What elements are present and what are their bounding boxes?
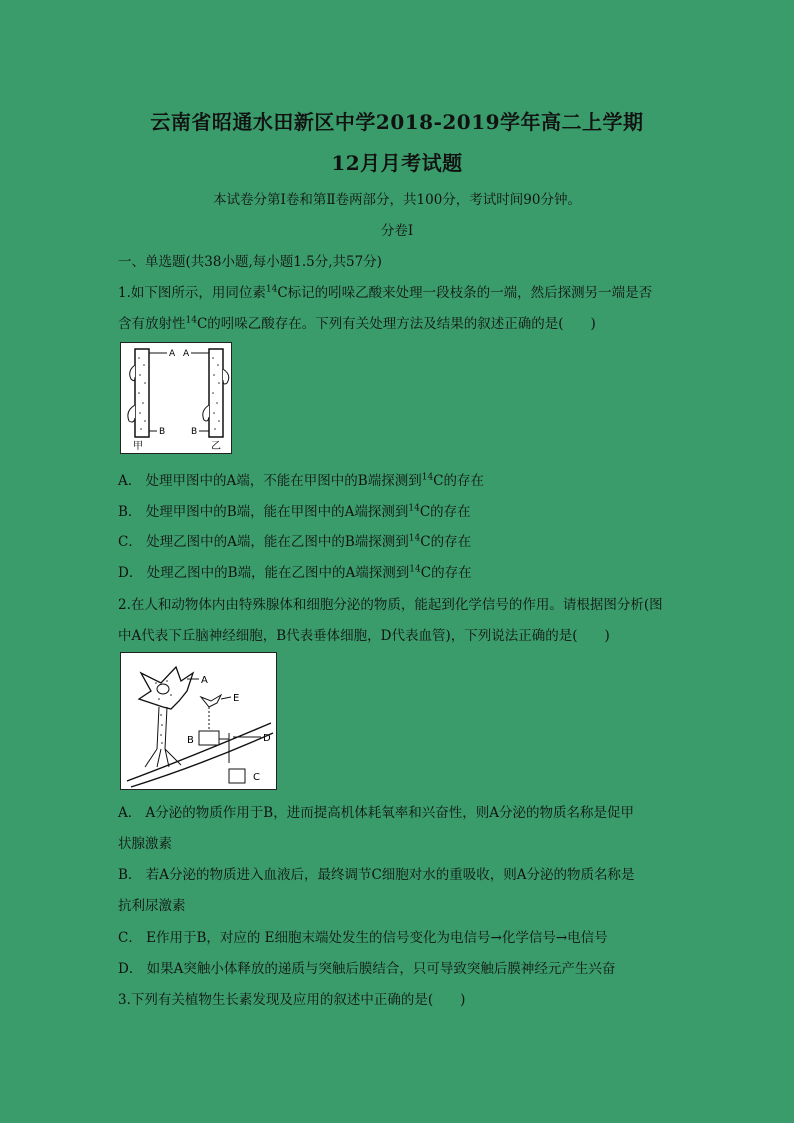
label-jia: 甲 — [133, 441, 143, 452]
neuron-a-body — [139, 667, 193, 709]
axon-terminals — [145, 749, 181, 767]
q3-stem: 3.下列有关植物生长素发现及应用的叙述中正确的是( ) — [118, 992, 466, 1008]
option-tail: C的存在 — [419, 504, 471, 520]
neuron-e — [201, 695, 221, 707]
pointer-e — [221, 697, 231, 699]
q1-figure — [120, 342, 232, 454]
q2-option-a-line2: 状腺激素 — [118, 836, 172, 852]
option-tail: C的存在 — [420, 565, 472, 581]
label-e: E — [233, 693, 240, 704]
bud-jia-top — [130, 365, 135, 381]
option-tail: C的存在 — [420, 534, 472, 550]
option-superscript: 14 — [409, 564, 421, 575]
label-c: C — [253, 772, 260, 783]
q2-option-b-line2: 抗利尿激素 — [118, 898, 186, 914]
bud-yi-bottom — [203, 405, 209, 421]
q1-option-a — [118, 469, 484, 489]
q1-stem-line2 — [118, 312, 596, 332]
q1-option-d — [118, 561, 472, 581]
q2-option-d: D． 如果A突触小体释放的递质与突触后膜结合，只可导致突触后膜神经元产生兴奋 — [118, 961, 616, 977]
q2-option-a-line1: A． A分泌的物质作用于B，进而提高机体耗氧率和兴奋性，则A分泌的物质名称是促甲 — [118, 805, 634, 821]
option-text: A． 处理甲图中的A端，不能在甲图中的B端探测到 — [118, 473, 422, 489]
bud-jia-bottom — [128, 405, 135, 422]
label-a-yi: A — [183, 349, 190, 359]
option-text: C． 处理乙图中的A端，能在乙图中的B端探测到 — [118, 534, 409, 550]
exam-title-line1: 云南省昭通水田新区中学2018-2019学年高二上学期 — [150, 110, 644, 134]
option-tail: C的存在 — [433, 473, 485, 489]
q2-stem-line2: 中A代表下丘脑神经细胞，B代表垂体细胞，D代表血管)，下列说法正确的是( ) — [118, 628, 610, 644]
q1-stem-part: 1.如下图所示，用同位素 — [118, 285, 266, 301]
label-d: D — [263, 733, 271, 744]
q2-stem-line1: 2.在人和动物体内由特殊腺体和细胞分泌的物质，能起到化学信号的作用。请根据图分析(图 — [118, 597, 663, 613]
q1-superscript: 14 — [185, 315, 197, 326]
q1-stem-part: C的吲哚乙酸存在。下列有关处理方法及结果的叙述正确的是( ) — [196, 316, 596, 332]
q2-neuroendocrine-diagram — [121, 653, 276, 789]
branch-jia — [135, 349, 149, 437]
bud-yi-top — [223, 369, 229, 384]
q1-stem-line1 — [118, 281, 652, 301]
label-b-yi: B — [191, 427, 198, 437]
q2-figure — [120, 652, 277, 790]
axon-dots — [160, 714, 163, 744]
option-superscript: 14 — [408, 503, 420, 514]
option-text: B． 处理甲图中的B端，能在甲图中的A端探测到 — [118, 504, 409, 520]
part-label: 分卷I — [380, 223, 414, 239]
label-yi: 乙 — [211, 441, 221, 452]
label-b-jia: B — [159, 427, 166, 437]
label-b: B — [187, 735, 194, 746]
option-superscript: 14 — [421, 472, 434, 483]
q2-option-b-line1: B． 若A分泌的物质进入血液后，最终调节C细胞对水的重吸收，则A分泌的物质名称是 — [118, 867, 635, 883]
exam-intro: 本试卷分第Ⅰ卷和第Ⅱ卷两部分，共100分，考试时间90分钟。 — [213, 192, 581, 208]
q1-superscript: 14 — [265, 284, 278, 295]
exam-title-line2: 12月月考试题 — [331, 151, 463, 175]
label-a: A — [201, 675, 208, 686]
option-text: D． 处理乙图中的B端，能在乙图中的A端探测到 — [118, 565, 410, 581]
q1-stem-part: C标记的吲哚乙酸来处理一段枝条的一端，然后探测另一端是否 — [277, 285, 653, 301]
option-superscript: 14 — [408, 533, 421, 544]
section-heading: 一、单选题(共38小题,每小题1.5分,共57分) — [118, 254, 382, 270]
cell-c — [229, 769, 245, 783]
q1-option-b — [118, 500, 471, 520]
cell-b — [199, 731, 219, 745]
q1-stem-part: 含有放射性 — [118, 316, 186, 332]
q2-option-c: C． E作用于B，对应的 E细胞末端处发生的信号变化为电信号→化学信号→电信号 — [118, 930, 608, 946]
branch-yi — [209, 349, 223, 437]
q1-branch-diagram — [121, 343, 231, 453]
q1-option-c — [118, 530, 471, 550]
label-a-jia: A — [169, 349, 176, 359]
